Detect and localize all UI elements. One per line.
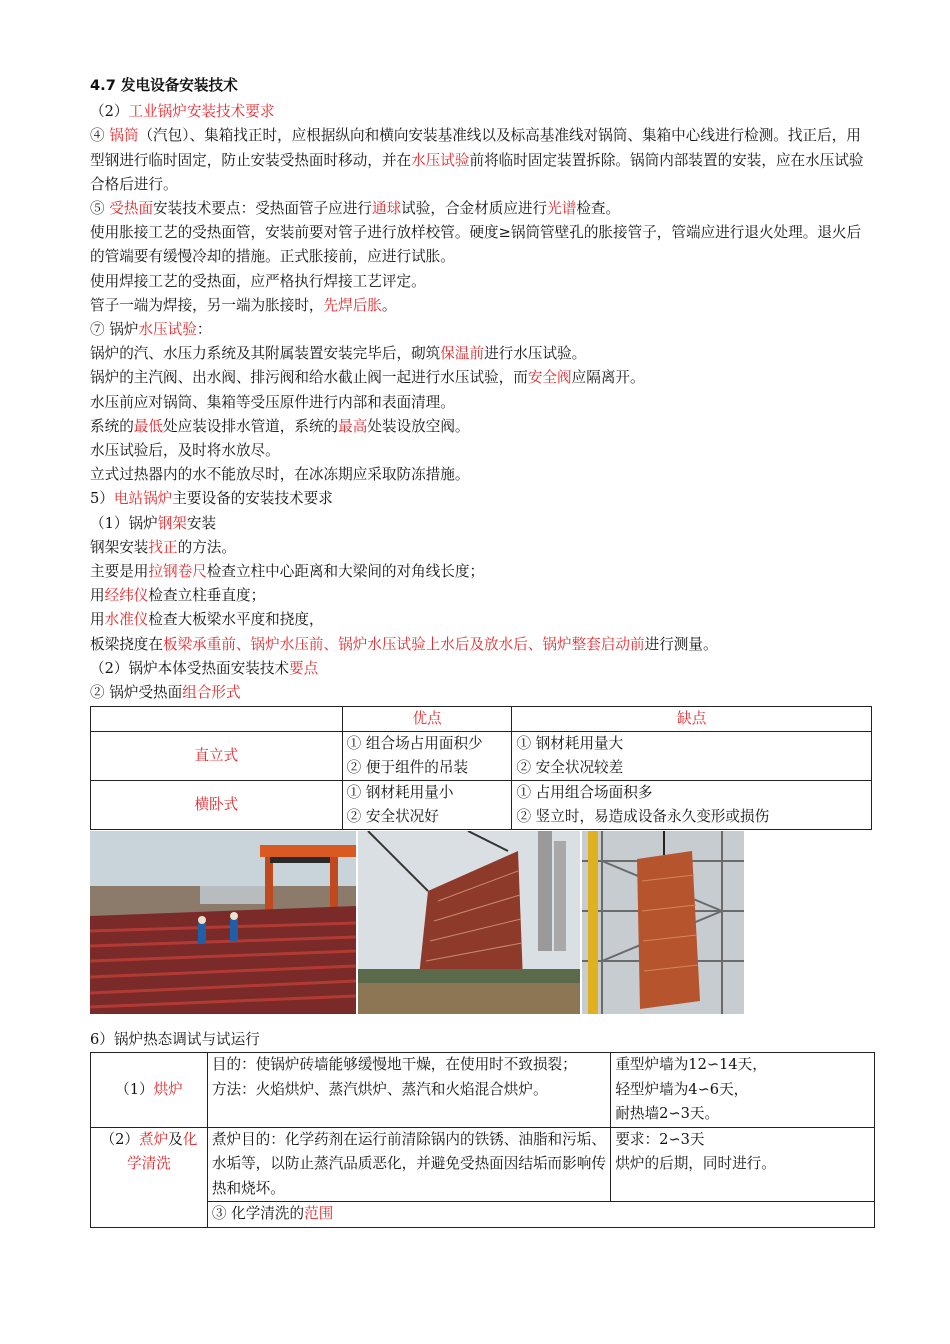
paragraph-steel-frame-alignment: 钢架安装找正的方法。	[90, 538, 236, 556]
document-page	[90, 74, 875, 1228]
row-label: 直立式	[91, 732, 343, 781]
purpose-cell: 煮炉目的：化学药剂在运行前清除锅内的铁锈、油脂和污垢、水垢等，以防止蒸汽品质恶化，并避免受热面因结垢而影响传热和烧坏。	[207, 1127, 610, 1202]
paragraph-drain-vent: 系统的最低处应装设排水管道，系统的最高处装设放空阀。	[90, 417, 470, 435]
row-label: （2）煮炉及化 学清洗	[91, 1127, 208, 1227]
subsection-5-2-heading: （2）锅炉本体受热面安装技术要点	[90, 659, 319, 677]
section-title: 4.7 发电设备安装技术	[90, 77, 238, 94]
requirement-cell: 重型炉墙为12∽14天， 轻型炉墙为4∽6天， 耐热墙2∽3天。	[611, 1053, 875, 1128]
subsection-5-heading: 5）电站锅炉主要设备的安装技术要求	[90, 490, 333, 508]
paragraph-drum-alignment: ④ 锅筒（汽包）、集箱找正时，应根据纵向和横向安装基准线以及标高基准线对锅筒、集箱中心线进行检测。找正后，用型钢进行临时固定，防止安装受热面时移动，并在水压试验前将临时固定装置拆除。锅筒内部装置的安装，应在水压试验合格后进行。	[90, 127, 864, 193]
paragraph-weld-then-expand: 管子一端为焊接，另一端为胀接时，先焊后胀。	[90, 296, 397, 314]
table-header-cell	[91, 707, 343, 732]
assembly-form-table	[90, 706, 872, 830]
paragraph-drain-after-test: 水压试验后，及时将水放尽。	[90, 442, 280, 460]
row-label: 横卧式	[91, 781, 343, 830]
pros-cell: ① 钢材耗用量小 ② 安全状况好	[342, 781, 512, 830]
paragraph-cleaning: 水压前应对锅筒、集箱等受压原件进行内部和表面清理。	[90, 393, 455, 411]
table-header-cell: 优点	[342, 707, 512, 732]
paragraph-hydro-before-insulation: 锅炉的汽、水压力系统及其附属装置安装完毕后，砌筑保温前进行水压试验。	[90, 345, 587, 363]
table-row	[91, 781, 872, 830]
subsection-5-1-heading: （1）锅炉钢架安装	[90, 514, 217, 532]
boiler-panel-assembly-photo	[90, 831, 356, 1014]
table-row	[91, 1202, 875, 1228]
paragraph-expansion-joint: 使用胀接工艺的受热面管，安装前要对管子进行放样校管。硬度≥锅筒管壁孔的胀接管子，管端应进行退火处理。退火后的管端要有缓慢冷却的措施。正式胀接前，应进行试胀。	[90, 224, 862, 266]
paragraph-level-instrument: 用水准仪检查大板梁水平度和挠度，	[90, 611, 324, 629]
paragraph-beam-deflection: 板梁挠度在板梁承重前、锅炉水压前、锅炉水压试验上水后及放水后、锅炉整套启动前进行测量。	[90, 635, 718, 653]
pros-cell: ① 组合场占用面积少 ② 便于组件的吊装	[342, 732, 512, 781]
row-label: （1）烘炉	[91, 1053, 208, 1128]
paragraph-antifreeze: 立式过热器内的水不能放尽时，在冰冻期应采取防冻措施。	[90, 466, 470, 484]
hot-commissioning-table	[90, 1052, 875, 1228]
table-row	[91, 732, 872, 781]
paragraph-theodolite: 用经纬仪检查立柱垂直度；	[90, 587, 266, 605]
subsection-5-2-2-heading: ② 锅炉受热面组合形式	[90, 684, 241, 702]
paragraph-welding: 使用焊接工艺的受热面，应严格执行焊接工艺评定。	[90, 272, 426, 290]
boiler-panel-lifting-photo	[358, 831, 580, 1014]
requirement-cell: 要求：2∽3天 烘炉的后期，同时进行。	[611, 1127, 875, 1202]
table-header-cell: 缺点	[512, 707, 872, 732]
boiler-panel-installed-photo	[582, 831, 744, 1014]
paragraph-hydro-test-heading: ⑦ 锅炉水压试验：	[90, 321, 212, 339]
photo-strip	[90, 831, 875, 1014]
table-row	[91, 1127, 875, 1202]
paragraph-safety-valve: 锅炉的主汽阀、出水阀、排污阀和给水截止阀一起进行水压试验，而安全阀应隔离开。	[90, 369, 645, 387]
subsection-2-heading: （2）工业锅炉安装技术要求	[90, 103, 275, 121]
paragraph-heating-surface: ⑤ 受热面安装技术要点：受热面管子应进行通球试验，合金材质应进行光谱检查。	[90, 200, 621, 218]
table-header-row	[91, 707, 872, 732]
paragraph-tape-measure: 主要是用拉钢卷尺检查立柱中心距离和大梁间的对角线长度；	[90, 563, 485, 581]
purpose-cell: 目的：使锅炉砖墙能够缓慢地干燥，在使用时不致损裂； 方法：火焰烘炉、蒸汽烘炉、蒸汽和火焰混合烘炉。	[207, 1053, 610, 1128]
cons-cell: ① 钢材耗用量大 ② 安全状况较差	[512, 732, 872, 781]
subsection-6-heading: 6）锅炉热态调试与试运行	[90, 1031, 260, 1049]
table-row	[91, 1053, 875, 1128]
scope-cell: ③ 化学清洗的范围	[207, 1202, 874, 1228]
cons-cell: ① 占用组合场面积多 ② 竖立时，易造成设备永久变形或损伤	[512, 781, 872, 830]
